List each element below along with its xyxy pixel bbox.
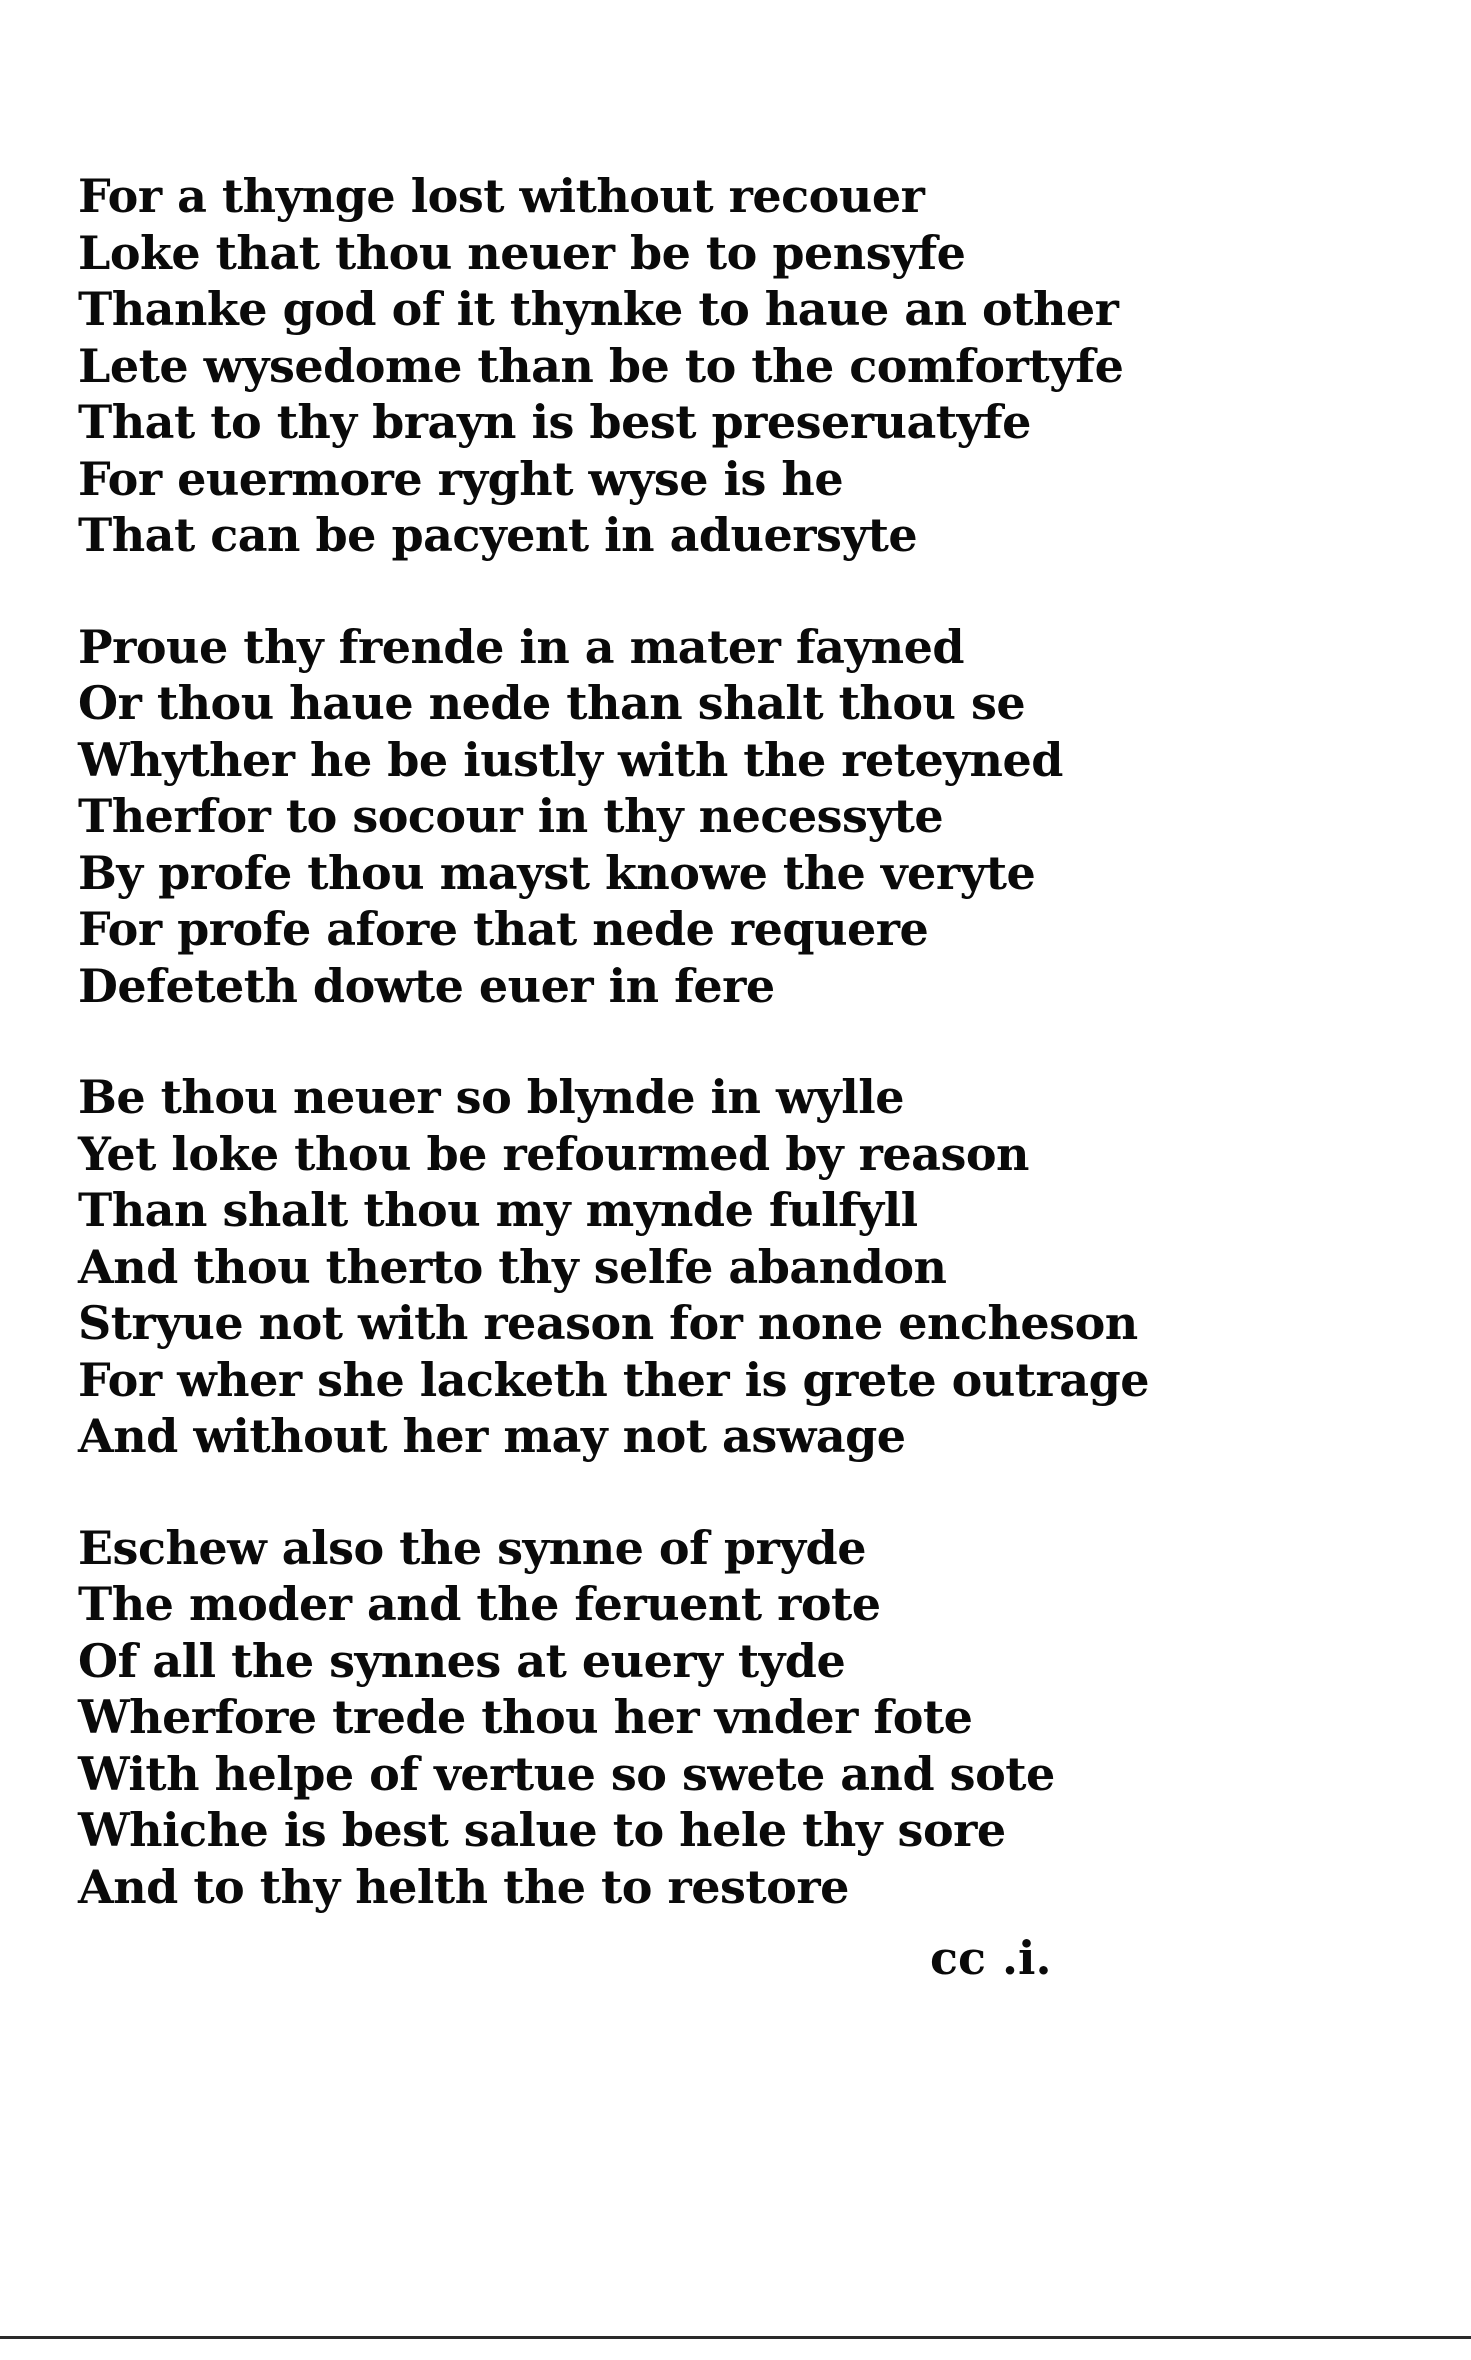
verse-line: Be thou neuer so blynde in wylle [78,1070,904,1124]
verse-line: Eschew also the synne of pryde [78,1520,866,1575]
verse-line: For profe afore that nede requere [78,902,929,956]
poem-text [78,168,1150,1970]
stanza-4 [78,1520,1055,1916]
verse-line: Whiche is best salue to hele thy sore [78,1803,1006,1857]
folio-signature: cc .i. [930,1931,1052,1985]
verse-line: Thanke god of it thynke to haue an other [78,282,1119,336]
verse-line: That can be pacyent in aduersyte [78,508,918,562]
stanza-2 [78,619,1063,1015]
verse-line: And to thy helth the to restore [78,1859,849,1914]
verse-line: Defeteth dowte euer in fere [78,958,775,1013]
verse-line: Wherfore trede thou her vnder fote [78,1690,973,1744]
verse-line: Yet loke thou be refourmed by reason [78,1126,1029,1181]
verse-line: And thou therto thy selfe abandon [78,1239,947,1294]
verse-line: And without her may not aswage [78,1409,906,1463]
verse-line: The moder and the feruent rote [78,1577,881,1631]
verse-line: Lete wysedome than be to the comfortyfe [78,338,1124,393]
verse-line: By profe thou mayst knowe the veryte [78,845,1036,900]
verse-line: With helpe of vertue so swete and sote [78,1746,1055,1801]
verse-line: For wher she lacketh ther is grete outrage [78,1352,1150,1407]
verse-line: Of all the synnes at euery tyde [78,1633,846,1688]
verse-line: Stryue not with reason for none encheson [78,1296,1138,1350]
stanza-3 [78,1069,1150,1465]
verse-line: Loke that thou neuer be to pensyfe [78,225,966,280]
verse-line: Than shalt thou my mynde fulfyll [78,1183,918,1237]
verse-line: That to thy brayn is best preseruatyfe [78,395,1031,449]
stanza-1 [78,168,1124,564]
verse-line: Therfor to socour in thy necessyte [78,789,944,843]
verse-line: For euermore ryght wyse is he [78,451,844,506]
verse-line: Whyther he be iustly with the reteyned [78,732,1063,787]
verse-line: For a thynge lost without recouer [78,169,925,223]
verse-line: Proue thy frende in a mater fayned [78,619,965,674]
verse-line: Or thou haue nede than shalt thou se [78,676,1026,730]
page-edge-divider [0,2336,1471,2339]
